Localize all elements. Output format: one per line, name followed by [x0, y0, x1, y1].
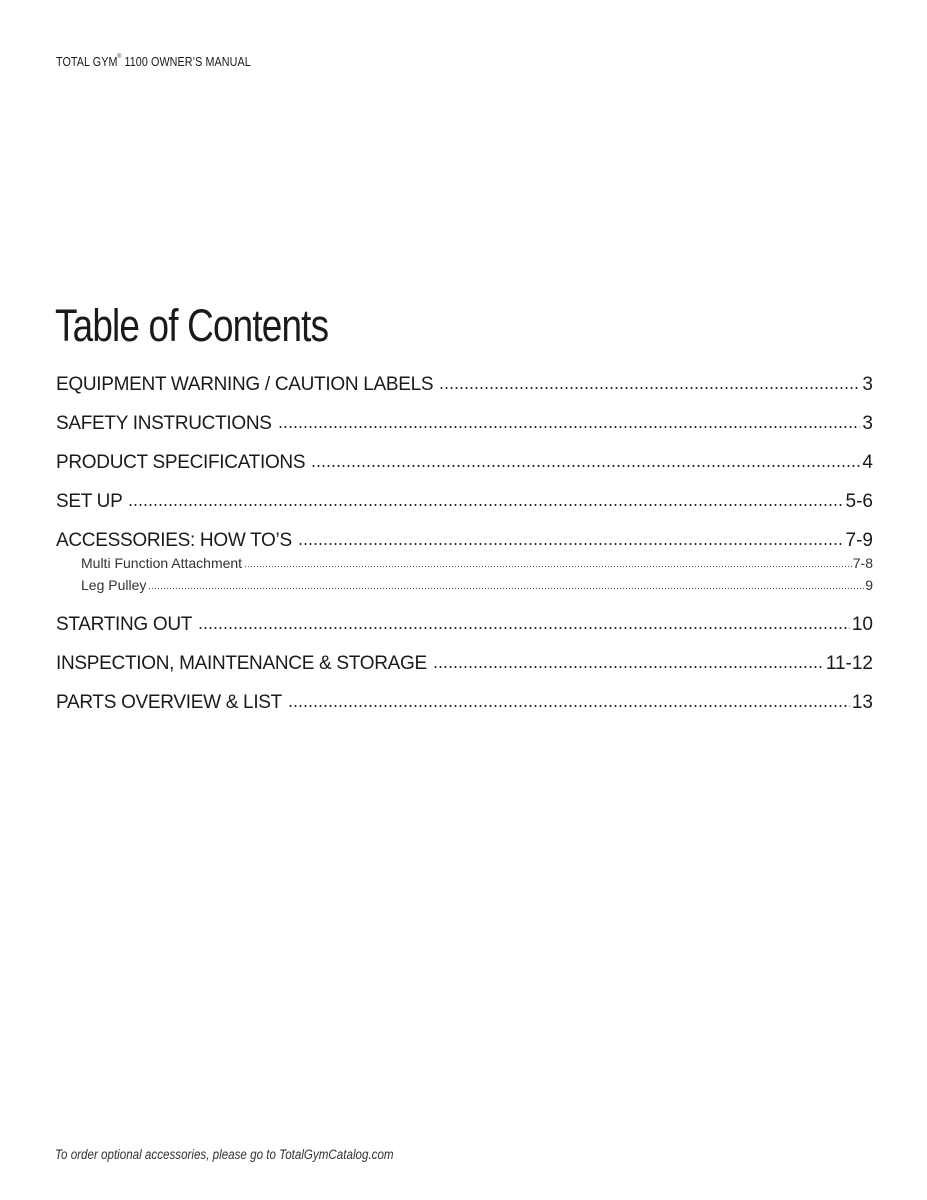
toc-entry-page: 4	[862, 452, 873, 473]
dot-leader	[311, 464, 860, 468]
toc-entry-label: ACCESSORIES: HOW TO’S	[56, 530, 292, 551]
dot-leader	[439, 386, 860, 390]
dot-leader	[148, 587, 864, 590]
toc-entry-page: 10	[851, 614, 873, 635]
dot-leader	[244, 565, 852, 568]
toc-entry-page: 13	[851, 692, 873, 713]
toc-entry-label: SAFETY INSTRUCTIONS	[56, 413, 272, 434]
toc-subentry-page: 9	[865, 577, 873, 593]
dot-leader	[433, 665, 824, 669]
toc-entry-product-specifications[interactable]	[56, 452, 873, 476]
toc-subentry-page: 7-8	[852, 555, 873, 571]
toc-entry-parts-overview[interactable]	[56, 692, 873, 716]
toc-entry-safety-instructions[interactable]	[56, 413, 873, 437]
toc-entry-page: 3	[862, 413, 873, 434]
toc-entry-label: STARTING OUT	[56, 614, 193, 635]
toc-entry-label: PRODUCT SPECIFICATIONS	[56, 452, 306, 473]
toc-entry-label: PARTS OVERVIEW & LIST	[56, 692, 282, 713]
registered-mark: ®	[117, 54, 122, 60]
toc-entry-label: EQUIPMENT WARNING / CAUTION LABELS	[56, 374, 434, 395]
toc-entry-page: 3	[862, 374, 873, 395]
dot-leader	[128, 503, 843, 507]
toc-subentry-label: Multi Function Attachment	[81, 555, 243, 571]
toc-entry-page: 5-6	[845, 491, 873, 512]
toc-entry-page: 7-9	[845, 530, 873, 551]
toc-entry-page: 11-12	[825, 653, 873, 674]
footer-note: To order optional accessories, please go to TotalGymCatalog.com	[55, 1147, 394, 1162]
toc-entry-label: INSPECTION, MAINTENANCE & STORAGE	[56, 653, 427, 674]
dot-leader	[298, 542, 844, 546]
dot-leader	[278, 425, 861, 429]
manual-header	[56, 55, 251, 69]
toc-entry-inspection-maintenance-storage[interactable]	[56, 653, 873, 677]
toc-entry-accessories[interactable]	[56, 530, 873, 554]
toc-entry-equipment-warning[interactable]	[56, 374, 873, 398]
toc-entry-set-up[interactable]	[56, 491, 873, 515]
header-title-prefix: TOTAL GYM	[56, 55, 118, 69]
toc-entry-starting-out[interactable]	[56, 614, 873, 638]
page-title: Table of Contents	[55, 300, 329, 351]
toc-entry-label: SET UP	[56, 491, 123, 512]
toc-subentry-label: Leg Pulley	[81, 577, 147, 593]
dot-leader	[288, 704, 850, 708]
toc-subentry-leg-pulley[interactable]	[81, 577, 873, 595]
toc-subentry-multi-function-attachment[interactable]	[81, 555, 873, 573]
dot-leader	[198, 626, 850, 630]
header-title-suffix: 1100 OWNER’S MANUAL	[121, 55, 251, 69]
